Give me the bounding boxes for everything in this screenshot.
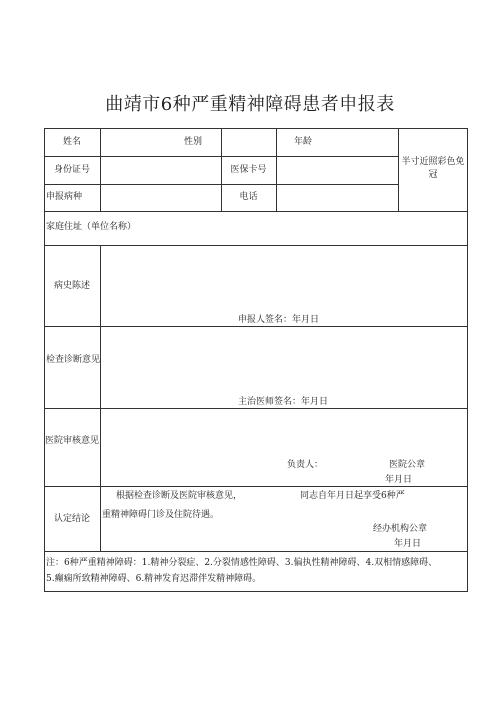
hospital-review-label: 医院审核意见 xyxy=(44,436,99,446)
column-divider xyxy=(276,128,277,212)
agency-seal: 经办机构公章 xyxy=(373,524,428,534)
disorder-note: 5.癫痫所致精神障碍、6.精神发育迟滞伴发精神障碍。 xyxy=(46,574,262,584)
gender-label: 性别 xyxy=(184,137,203,147)
conclusion-text: 根据检查诊断及医院审核意见， xyxy=(116,491,243,501)
conclusion-label: 认定结论 xyxy=(53,514,90,524)
diagnosis-label: 检查诊断意见 xyxy=(46,355,101,365)
id-number-label: 身份证号 xyxy=(53,165,90,175)
hospital-date: 年月日 xyxy=(385,475,413,485)
form-title: 曲靖市6种严重精神障碍患者申报表 xyxy=(105,94,395,115)
applicant-signature: 申报人签名：年月日 xyxy=(238,315,320,325)
column-divider xyxy=(398,128,399,212)
doctor-signature: 主治医师签名：年月日 xyxy=(238,397,329,407)
conclusion-text: 重精神障碍门诊及住院待遇。 xyxy=(102,510,220,520)
name-label: 姓名 xyxy=(62,137,81,147)
hospital-seal: 医院公章 xyxy=(389,460,426,470)
row-divider xyxy=(44,211,468,212)
row-divider xyxy=(44,245,468,246)
conclusion-text: 同志自年月日起享受6种严 xyxy=(300,491,405,501)
agency-date: 年月日 xyxy=(394,539,422,549)
disease-type-label: 申报病种 xyxy=(46,192,83,202)
medical-history-label: 病史陈述 xyxy=(53,281,90,291)
photo-placeholder: 半寸近照彩色免冠 xyxy=(401,157,465,180)
column-divider xyxy=(100,128,101,212)
phone-label: 电话 xyxy=(239,192,258,202)
column-divider xyxy=(100,245,101,551)
age-label: 年龄 xyxy=(294,137,313,147)
address-label: 家庭住址（单位名称） xyxy=(46,222,137,232)
disorder-note: 注：6种严重精神障碍：1.精神分裂症、2.分裂情感性障碍、3.偏执性精神障碍、4.双相情感障碍、 xyxy=(46,558,438,568)
row-divider xyxy=(44,551,468,552)
responsible-person: 负责人： xyxy=(287,460,324,470)
insurance-card-label: 医保卡号 xyxy=(230,165,267,175)
